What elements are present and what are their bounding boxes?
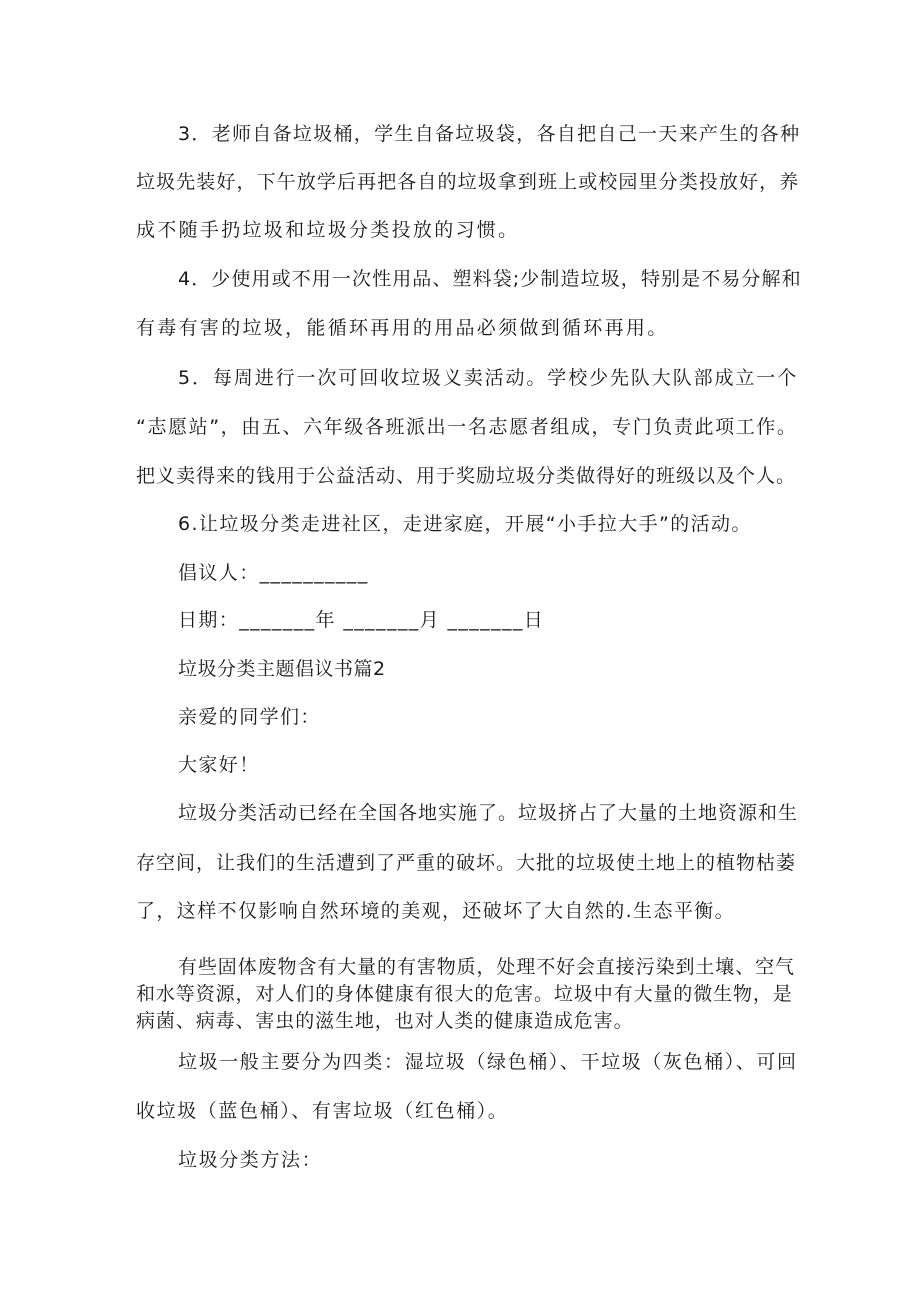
- paragraph-line: 有毒有害的垃圾，能循环再用的用品必须做到循环再用。: [136, 317, 669, 339]
- paragraph-line: 和水等资源，对人们的身体健康有很大的危害。垃圾中有大量的微生物，是: [136, 983, 793, 1005]
- paragraph-line: 存空间，让我们的生活遭到了严重的破坏。大批的垃圾使土地上的植物枯萎: [136, 852, 797, 874]
- paragraph-line: 垃圾一般主要分为四类：湿垃圾（绿色桶）、干垃圾（灰色桶）、可回: [178, 1051, 798, 1073]
- paragraph-line: 4．少使用或不用一次性用品、塑料袋;少制造垃圾，特别是不易分解和: [178, 268, 802, 290]
- paragraph-line: 病菌、病毒、害虫的滋生地，也对人类的健康造成危害。: [136, 1010, 634, 1032]
- proposer-field: 倡议人：__________: [178, 562, 369, 584]
- date-field: 日期：_______年 _______月 _______日: [178, 609, 545, 631]
- salutation: 亲爱的同学们：: [178, 706, 321, 728]
- paragraph-line: 成不随手扔垃圾和垃圾分类投放的习惯。: [136, 219, 520, 241]
- paragraph-line: 3．老师自备垃圾桶，学生自备垃圾袋，各自把自己一天来产生的各种: [178, 123, 801, 145]
- section-title: 垃圾分类主题倡议书篇2: [178, 658, 386, 680]
- paragraph-line: 5．每周进行一次可回收垃圾义卖活动。学校少先队大队部成立一个: [178, 367, 799, 389]
- paragraph-line: 6.让垃圾分类走进社区，走进家庭，开展“小手拉大手”的活动。: [178, 513, 752, 535]
- paragraph-line: 垃圾先装好，下午放学后再把各自的垃圾拿到班上或校园里分类投放好，养: [136, 171, 800, 193]
- paragraph-line: 有些固体废物含有大量的有害物质，处理不好会直接污染到土壤、空气: [178, 956, 795, 978]
- paragraph-line: 垃圾分类活动已经在全国各地实施了。垃圾挤占了大量的土地资源和生: [178, 802, 799, 824]
- paragraph-line: 了，这样不仅影响自然环境的美观，还破坏了大自然的.生态平衡。: [136, 900, 736, 922]
- paragraph-line: “志愿站”，由五、六年级各班派出一名志愿者组成，专门负责此项工作。: [136, 416, 798, 438]
- paragraph-line: 收垃圾（蓝色桶）、有害垃圾（红色桶）。: [136, 1100, 509, 1122]
- paragraph-line: 垃圾分类方法：: [178, 1149, 323, 1171]
- paragraph-line: 把义卖得来的钱用于公益活动、用于奖励垃圾分类做得好的班级以及个人。: [136, 465, 797, 487]
- greeting: 大家好！: [178, 754, 260, 776]
